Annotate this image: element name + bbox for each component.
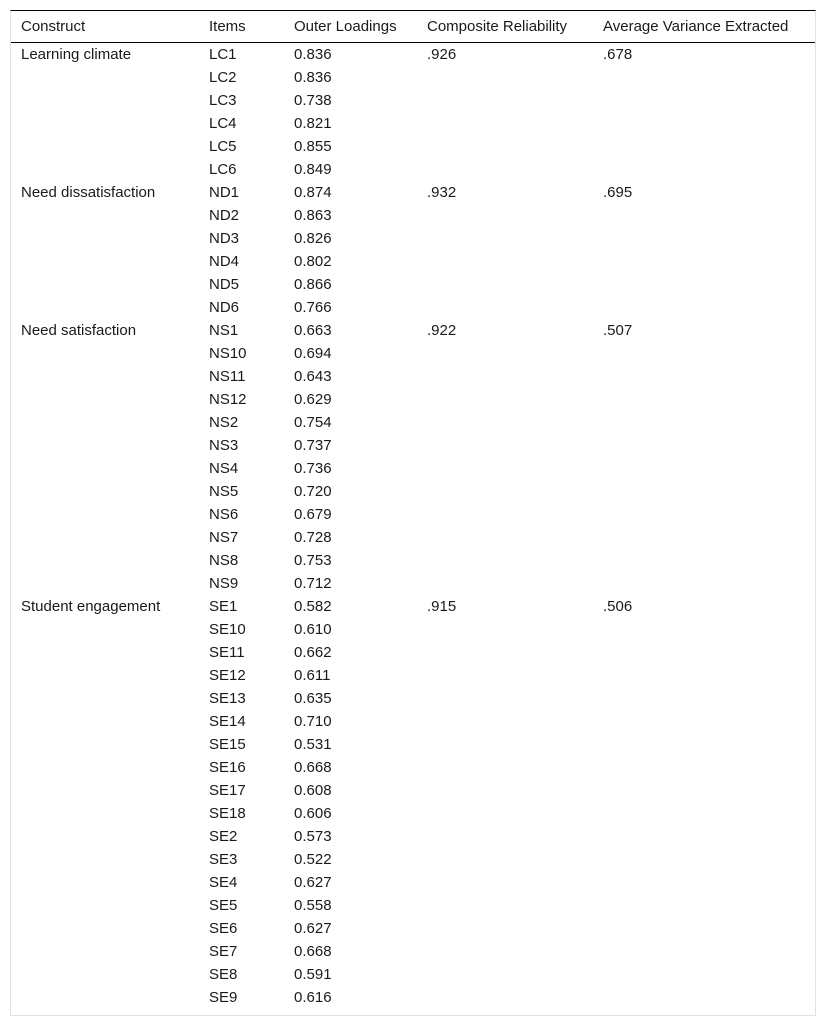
header-items: Items xyxy=(199,11,284,43)
cell-item: SE18 xyxy=(209,805,246,822)
cell-outer-loading: 0.874 xyxy=(294,184,332,201)
cell-construct xyxy=(11,66,199,89)
cell-outer-loading: 0.558 xyxy=(294,897,332,914)
cell-outer-loading: 0.766 xyxy=(294,299,332,316)
table-row xyxy=(11,457,815,480)
cell-construct xyxy=(11,664,199,687)
cell-item: NS7 xyxy=(209,529,239,546)
cell-composite-reliability xyxy=(417,89,593,112)
cell-outer-loading: 0.608 xyxy=(294,782,332,799)
cell-outer-loading: 0.694 xyxy=(294,345,332,362)
cell-outer-loading: 0.720 xyxy=(294,483,332,500)
table-row xyxy=(11,710,815,733)
cell-item: LC1 xyxy=(209,46,237,63)
table-row xyxy=(11,733,815,756)
cell-average-variance-extracted xyxy=(593,480,815,503)
cell-average-variance-extracted xyxy=(593,572,815,595)
cell-construct xyxy=(11,89,199,112)
cell-composite-reliability: .926 xyxy=(427,46,457,63)
table-row xyxy=(11,825,815,848)
cell-composite-reliability xyxy=(417,802,593,825)
cell-item: SE17 xyxy=(209,782,246,799)
cell-item: SE2 xyxy=(209,828,238,845)
cell-outer-loading: 0.531 xyxy=(294,736,332,753)
cell-composite-reliability xyxy=(417,986,593,1009)
cell-item: SE13 xyxy=(209,690,246,707)
cell-item: SE11 xyxy=(209,644,245,661)
cell-composite-reliability xyxy=(417,572,593,595)
cell-outer-loading: 0.712 xyxy=(294,575,332,592)
cell-composite-reliability xyxy=(417,963,593,986)
table-row xyxy=(11,503,815,526)
cell-average-variance-extracted xyxy=(593,158,815,181)
cell-outer-loading: 0.668 xyxy=(294,943,332,960)
cell-average-variance-extracted xyxy=(593,687,815,710)
table-row xyxy=(11,802,815,825)
header-row xyxy=(11,11,815,43)
cell-average-variance-extracted xyxy=(593,135,815,158)
table-row xyxy=(11,641,815,664)
cell-construct: Need satisfaction xyxy=(21,322,137,339)
cell-composite-reliability xyxy=(417,710,593,733)
cell-composite-reliability xyxy=(417,641,593,664)
cell-average-variance-extracted xyxy=(593,342,815,365)
cell-construct xyxy=(11,756,199,779)
cell-composite-reliability xyxy=(417,296,593,319)
cell-item: NS12 xyxy=(209,391,247,408)
header-composite-reliability: Composite Reliability xyxy=(417,11,593,43)
cell-average-variance-extracted xyxy=(593,871,815,894)
table-row xyxy=(11,66,815,89)
cell-composite-reliability xyxy=(417,480,593,503)
cell-construct xyxy=(11,480,199,503)
table-row xyxy=(11,572,815,595)
cell-average-variance-extracted xyxy=(593,940,815,963)
cell-item: NS11 xyxy=(209,368,246,385)
cell-average-variance-extracted: .695 xyxy=(603,184,633,201)
table-row xyxy=(11,181,815,204)
cell-average-variance-extracted xyxy=(593,273,815,296)
cell-item: ND5 xyxy=(209,276,240,293)
cell-average-variance-extracted xyxy=(593,664,815,687)
cell-average-variance-extracted xyxy=(593,227,815,250)
cell-outer-loading: 0.866 xyxy=(294,276,332,293)
cell-composite-reliability: .922 xyxy=(427,322,457,339)
cell-item: NS9 xyxy=(209,575,239,592)
cell-construct xyxy=(11,503,199,526)
cell-outer-loading: 0.610 xyxy=(294,621,332,638)
cell-construct xyxy=(11,779,199,802)
cell-outer-loading: 0.668 xyxy=(294,759,332,776)
cell-item: NS5 xyxy=(209,483,239,500)
cell-composite-reliability xyxy=(417,733,593,756)
cell-outer-loading: 0.611 xyxy=(294,667,331,684)
cell-average-variance-extracted xyxy=(593,802,815,825)
table-row xyxy=(11,940,815,963)
cell-outer-loading: 0.627 xyxy=(294,920,332,937)
cell-average-variance-extracted xyxy=(593,503,815,526)
cell-construct xyxy=(11,618,199,641)
cell-average-variance-extracted xyxy=(593,204,815,227)
cell-composite-reliability xyxy=(417,158,593,181)
cell-construct: Need dissatisfaction xyxy=(21,184,156,201)
cell-construct xyxy=(11,227,199,250)
cell-average-variance-extracted xyxy=(593,710,815,733)
cell-outer-loading: 0.826 xyxy=(294,230,332,247)
cell-average-variance-extracted xyxy=(593,365,815,388)
cell-composite-reliability xyxy=(417,434,593,457)
table-row xyxy=(11,365,815,388)
cell-average-variance-extracted xyxy=(593,963,815,986)
cell-composite-reliability xyxy=(417,894,593,917)
cell-construct: Student engagement xyxy=(21,598,161,615)
cell-composite-reliability xyxy=(417,825,593,848)
cell-outer-loading: 0.663 xyxy=(294,322,332,339)
cell-average-variance-extracted xyxy=(593,388,815,411)
cell-composite-reliability xyxy=(417,411,593,434)
cell-outer-loading: 0.737 xyxy=(294,437,332,454)
cell-item: SE5 xyxy=(209,897,238,914)
cell-outer-loading: 0.821 xyxy=(294,115,332,132)
cell-outer-loading: 0.753 xyxy=(294,552,332,569)
cell-construct xyxy=(11,158,199,181)
cell-item: LC6 xyxy=(209,161,237,178)
cell-outer-loading: 0.679 xyxy=(294,506,332,523)
cell-item: NS2 xyxy=(209,414,239,431)
cell-average-variance-extracted xyxy=(593,89,815,112)
cell-construct xyxy=(11,549,199,572)
table-row xyxy=(11,894,815,917)
cell-composite-reliability: .932 xyxy=(427,184,457,201)
cell-average-variance-extracted: .506 xyxy=(603,598,633,615)
cell-average-variance-extracted xyxy=(593,526,815,549)
cell-item: SE4 xyxy=(209,874,238,891)
cell-outer-loading: 0.582 xyxy=(294,598,332,615)
cell-item: NS8 xyxy=(209,552,239,569)
cell-average-variance-extracted xyxy=(593,917,815,940)
cell-average-variance-extracted xyxy=(593,66,815,89)
cell-composite-reliability xyxy=(417,917,593,940)
reliability-table-container xyxy=(10,10,816,1016)
cell-construct xyxy=(11,917,199,940)
cell-composite-reliability xyxy=(417,756,593,779)
table-row xyxy=(11,135,815,158)
reliability-table xyxy=(11,11,815,1009)
cell-outer-loading: 0.627 xyxy=(294,874,332,891)
cell-average-variance-extracted xyxy=(593,986,815,1009)
cell-item: SE8 xyxy=(209,966,238,983)
cell-construct xyxy=(11,641,199,664)
cell-construct xyxy=(11,204,199,227)
table-row xyxy=(11,549,815,572)
cell-item: SE15 xyxy=(209,736,246,753)
table-row xyxy=(11,319,815,342)
cell-composite-reliability xyxy=(417,273,593,296)
cell-average-variance-extracted xyxy=(593,112,815,135)
cell-item: SE9 xyxy=(209,989,238,1006)
cell-item: SE12 xyxy=(209,667,246,684)
cell-item: ND2 xyxy=(209,207,240,224)
cell-composite-reliability xyxy=(417,940,593,963)
cell-average-variance-extracted: .507 xyxy=(603,322,633,339)
cell-composite-reliability: .915 xyxy=(427,598,457,615)
cell-average-variance-extracted xyxy=(593,779,815,802)
cell-outer-loading: 0.635 xyxy=(294,690,332,707)
table-row xyxy=(11,917,815,940)
cell-construct xyxy=(11,365,199,388)
cell-construct xyxy=(11,572,199,595)
cell-construct xyxy=(11,250,199,273)
cell-outer-loading: 0.738 xyxy=(294,92,332,109)
cell-outer-loading: 0.849 xyxy=(294,161,332,178)
cell-outer-loading: 0.591 xyxy=(294,966,332,983)
table-row xyxy=(11,480,815,503)
cell-item: ND3 xyxy=(209,230,240,247)
table-header xyxy=(11,11,815,43)
table-row xyxy=(11,296,815,319)
cell-composite-reliability xyxy=(417,526,593,549)
cell-composite-reliability xyxy=(417,135,593,158)
cell-composite-reliability xyxy=(417,779,593,802)
cell-outer-loading: 0.728 xyxy=(294,529,332,546)
cell-construct: Learning climate xyxy=(21,46,132,63)
cell-composite-reliability xyxy=(417,848,593,871)
cell-average-variance-extracted xyxy=(593,296,815,319)
table-row xyxy=(11,227,815,250)
cell-outer-loading: 0.836 xyxy=(294,69,332,86)
cell-average-variance-extracted xyxy=(593,894,815,917)
cell-item: NS4 xyxy=(209,460,239,477)
cell-construct xyxy=(11,733,199,756)
cell-composite-reliability xyxy=(417,503,593,526)
cell-average-variance-extracted xyxy=(593,756,815,779)
cell-composite-reliability xyxy=(417,204,593,227)
cell-outer-loading: 0.710 xyxy=(294,713,332,730)
cell-item: SE7 xyxy=(209,943,238,960)
table-row xyxy=(11,250,815,273)
table-row xyxy=(11,618,815,641)
cell-item: SE14 xyxy=(209,713,246,730)
cell-construct xyxy=(11,112,199,135)
table-row xyxy=(11,687,815,710)
cell-construct xyxy=(11,388,199,411)
table-row xyxy=(11,963,815,986)
cell-construct xyxy=(11,296,199,319)
cell-composite-reliability xyxy=(417,687,593,710)
cell-construct xyxy=(11,273,199,296)
header-construct: Construct xyxy=(11,11,199,43)
cell-average-variance-extracted xyxy=(593,848,815,871)
cell-construct xyxy=(11,687,199,710)
cell-construct xyxy=(11,526,199,549)
cell-outer-loading: 0.863 xyxy=(294,207,332,224)
cell-average-variance-extracted xyxy=(593,618,815,641)
cell-average-variance-extracted xyxy=(593,549,815,572)
cell-composite-reliability xyxy=(417,112,593,135)
cell-item: NS1 xyxy=(209,322,239,339)
cell-construct xyxy=(11,135,199,158)
table-row xyxy=(11,388,815,411)
cell-construct xyxy=(11,986,199,1009)
cell-outer-loading: 0.754 xyxy=(294,414,332,431)
cell-construct xyxy=(11,457,199,480)
table-row xyxy=(11,986,815,1009)
cell-item: LC5 xyxy=(209,138,237,155)
cell-construct xyxy=(11,848,199,871)
cell-average-variance-extracted xyxy=(593,411,815,434)
table-row xyxy=(11,342,815,365)
table-row xyxy=(11,664,815,687)
cell-item: ND1 xyxy=(209,184,240,201)
cell-outer-loading: 0.573 xyxy=(294,828,332,845)
table-row xyxy=(11,526,815,549)
table-row xyxy=(11,158,815,181)
table-row xyxy=(11,273,815,296)
cell-composite-reliability xyxy=(417,342,593,365)
cell-composite-reliability xyxy=(417,457,593,480)
table-row xyxy=(11,89,815,112)
cell-composite-reliability xyxy=(417,365,593,388)
header-average-variance-extracted: Average Variance Extracted xyxy=(593,11,815,43)
table-row xyxy=(11,411,815,434)
cell-average-variance-extracted xyxy=(593,434,815,457)
table-row xyxy=(11,434,815,457)
table-row xyxy=(11,595,815,618)
cell-outer-loading: 0.662 xyxy=(294,644,332,661)
cell-outer-loading: 0.855 xyxy=(294,138,332,155)
cell-item: SE3 xyxy=(209,851,238,868)
cell-average-variance-extracted xyxy=(593,733,815,756)
cell-item: ND4 xyxy=(209,253,240,270)
cell-item: SE10 xyxy=(209,621,246,638)
cell-construct xyxy=(11,710,199,733)
cell-outer-loading: 0.736 xyxy=(294,460,332,477)
cell-average-variance-extracted: .678 xyxy=(603,46,633,63)
table-row xyxy=(11,112,815,135)
cell-composite-reliability xyxy=(417,549,593,572)
cell-construct xyxy=(11,894,199,917)
cell-item: NS6 xyxy=(209,506,239,523)
cell-item: LC2 xyxy=(209,69,237,86)
cell-item: SE1 xyxy=(209,598,238,615)
cell-composite-reliability xyxy=(417,618,593,641)
cell-average-variance-extracted xyxy=(593,250,815,273)
table-row xyxy=(11,848,815,871)
cell-item: SE6 xyxy=(209,920,238,937)
cell-item: LC4 xyxy=(209,115,237,132)
cell-construct xyxy=(11,411,199,434)
cell-item: ND6 xyxy=(209,299,240,316)
cell-composite-reliability xyxy=(417,227,593,250)
cell-composite-reliability xyxy=(417,250,593,273)
header-outer-loadings: Outer Loadings xyxy=(284,11,417,43)
table-row xyxy=(11,871,815,894)
cell-construct xyxy=(11,871,199,894)
cell-item: SE16 xyxy=(209,759,246,776)
cell-construct xyxy=(11,434,199,457)
cell-item: NS3 xyxy=(209,437,239,454)
table-row xyxy=(11,779,815,802)
cell-outer-loading: 0.629 xyxy=(294,391,332,408)
cell-outer-loading: 0.606 xyxy=(294,805,332,822)
cell-average-variance-extracted xyxy=(593,641,815,664)
cell-item: NS10 xyxy=(209,345,247,362)
table-row xyxy=(11,756,815,779)
cell-composite-reliability xyxy=(417,664,593,687)
table-body xyxy=(11,43,815,1010)
cell-construct xyxy=(11,342,199,365)
cell-outer-loading: 0.802 xyxy=(294,253,332,270)
cell-composite-reliability xyxy=(417,871,593,894)
cell-average-variance-extracted xyxy=(593,457,815,480)
cell-construct xyxy=(11,802,199,825)
cell-construct xyxy=(11,940,199,963)
cell-composite-reliability xyxy=(417,66,593,89)
cell-outer-loading: 0.616 xyxy=(294,989,332,1006)
cell-outer-loading: 0.836 xyxy=(294,46,332,63)
table-row xyxy=(11,43,815,67)
table-row xyxy=(11,204,815,227)
cell-item: LC3 xyxy=(209,92,237,109)
cell-outer-loading: 0.643 xyxy=(294,368,332,385)
cell-average-variance-extracted xyxy=(593,825,815,848)
cell-outer-loading: 0.522 xyxy=(294,851,332,868)
cell-construct xyxy=(11,825,199,848)
cell-composite-reliability xyxy=(417,388,593,411)
cell-construct xyxy=(11,963,199,986)
